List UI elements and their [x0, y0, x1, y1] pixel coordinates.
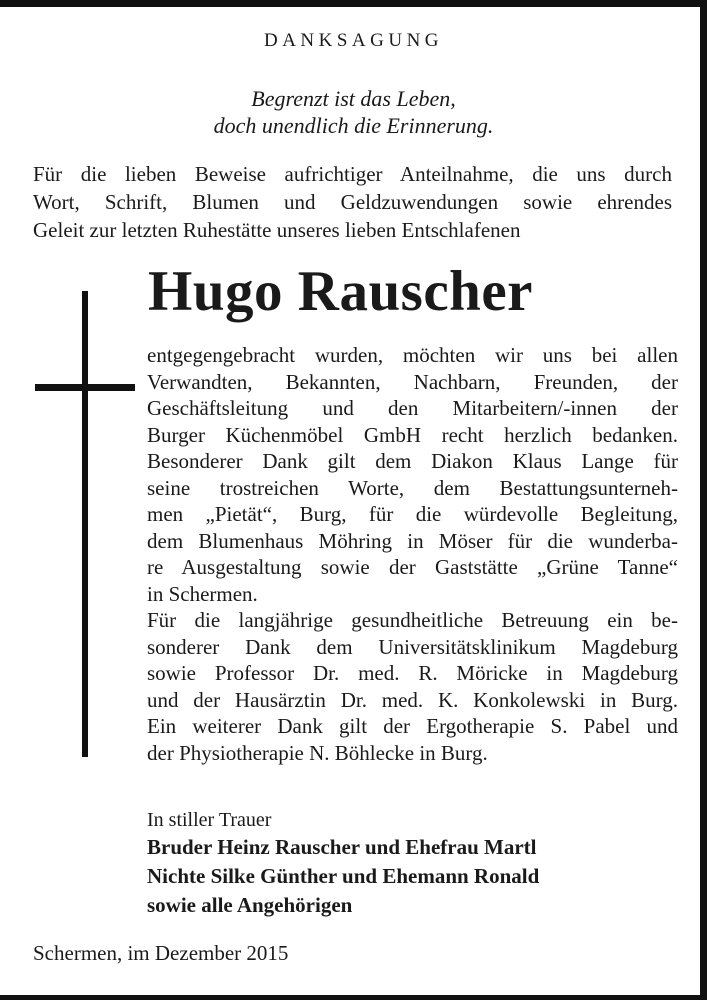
intro-line: Wort, Schrift, Blumen und Geldzuwendungen sowie ehrendes	[33, 190, 672, 214]
border-right	[700, 0, 707, 1000]
body-line: Ein weiterer Dank gilt der Ergotherapie S. Pabel und	[147, 714, 678, 738]
body-line: Für die langjährige gesundheitliche Betreuung ein be-	[147, 608, 678, 632]
notice-heading: DANKSAGUNG	[263, 30, 444, 51]
intro-line: Geleit zur letzten Ruhestätte unseres lieben Entschlafenen	[33, 218, 521, 242]
mourner-line: sowie alle Angehörigen	[147, 893, 353, 917]
mourning-label: In stiller Trauer	[147, 809, 272, 831]
thanks-paragraph	[147, 342, 678, 766]
body-line: der Physiotherapie N. Böhlecke in Burg.	[147, 740, 488, 765]
intro-paragraph	[33, 160, 672, 244]
body-line: sowie Professor Dr. med. R. Möricke in Magdeburg	[147, 661, 678, 685]
cross-icon-bar	[35, 384, 135, 391]
deceased-name: Hugo Rauscher	[148, 260, 533, 323]
body-line: seine trostreichen Worte, dem Bestattungsunterneh-	[147, 475, 678, 500]
body-line: re Ausgestaltung sowie der Gaststätte „Grüne Tanne“	[147, 555, 678, 579]
place-date: Schermen, im Dezember 2015	[33, 941, 289, 965]
body-line: men „Pietät“, Burg, für die würdevolle Begleitung,	[147, 502, 678, 526]
mourner-line: Nichte Silke Günther und Ehemann Ronald	[147, 864, 540, 888]
border-top	[0, 0, 707, 7]
body-line: und der Hausärztin Dr. med. K. Konkolewski in Burg.	[147, 687, 678, 712]
motto-line: Begrenzt ist das Leben,	[251, 86, 456, 111]
body-line: sonderer Dank dem Universitätsklinikum Magdeburg	[147, 634, 678, 659]
intro-line: Für die lieben Beweise aufrichtiger Anteilnahme, die uns durch	[33, 162, 672, 186]
motto-line: doch unendlich die Erinnerung.	[213, 113, 494, 138]
body-line: dem Blumenhaus Möhring in Möser für die wunderba-	[147, 528, 678, 553]
body-line: Burger Küchenmöbel GmbH recht herzlich bedanken.	[147, 422, 678, 447]
mourners-list	[147, 833, 539, 920]
body-line: Geschäftsleitung und den Mitarbeitern/-innen der	[147, 396, 678, 420]
mourner-line: Bruder Heinz Rauscher und Ehefrau Martl	[147, 835, 537, 859]
body-line: in Schermen.	[147, 581, 258, 606]
body-line: Verwandten, Bekannten, Nachbarn, Freunden, der	[147, 369, 678, 394]
cross-icon	[82, 291, 88, 757]
body-line: entgegengebracht wurden, möchten wir uns bei allen	[147, 343, 678, 367]
motto	[0, 85, 707, 139]
body-line: Besonderer Dank gilt dem Diakon Klaus Lange für	[147, 449, 678, 473]
border-bottom	[0, 995, 707, 1000]
